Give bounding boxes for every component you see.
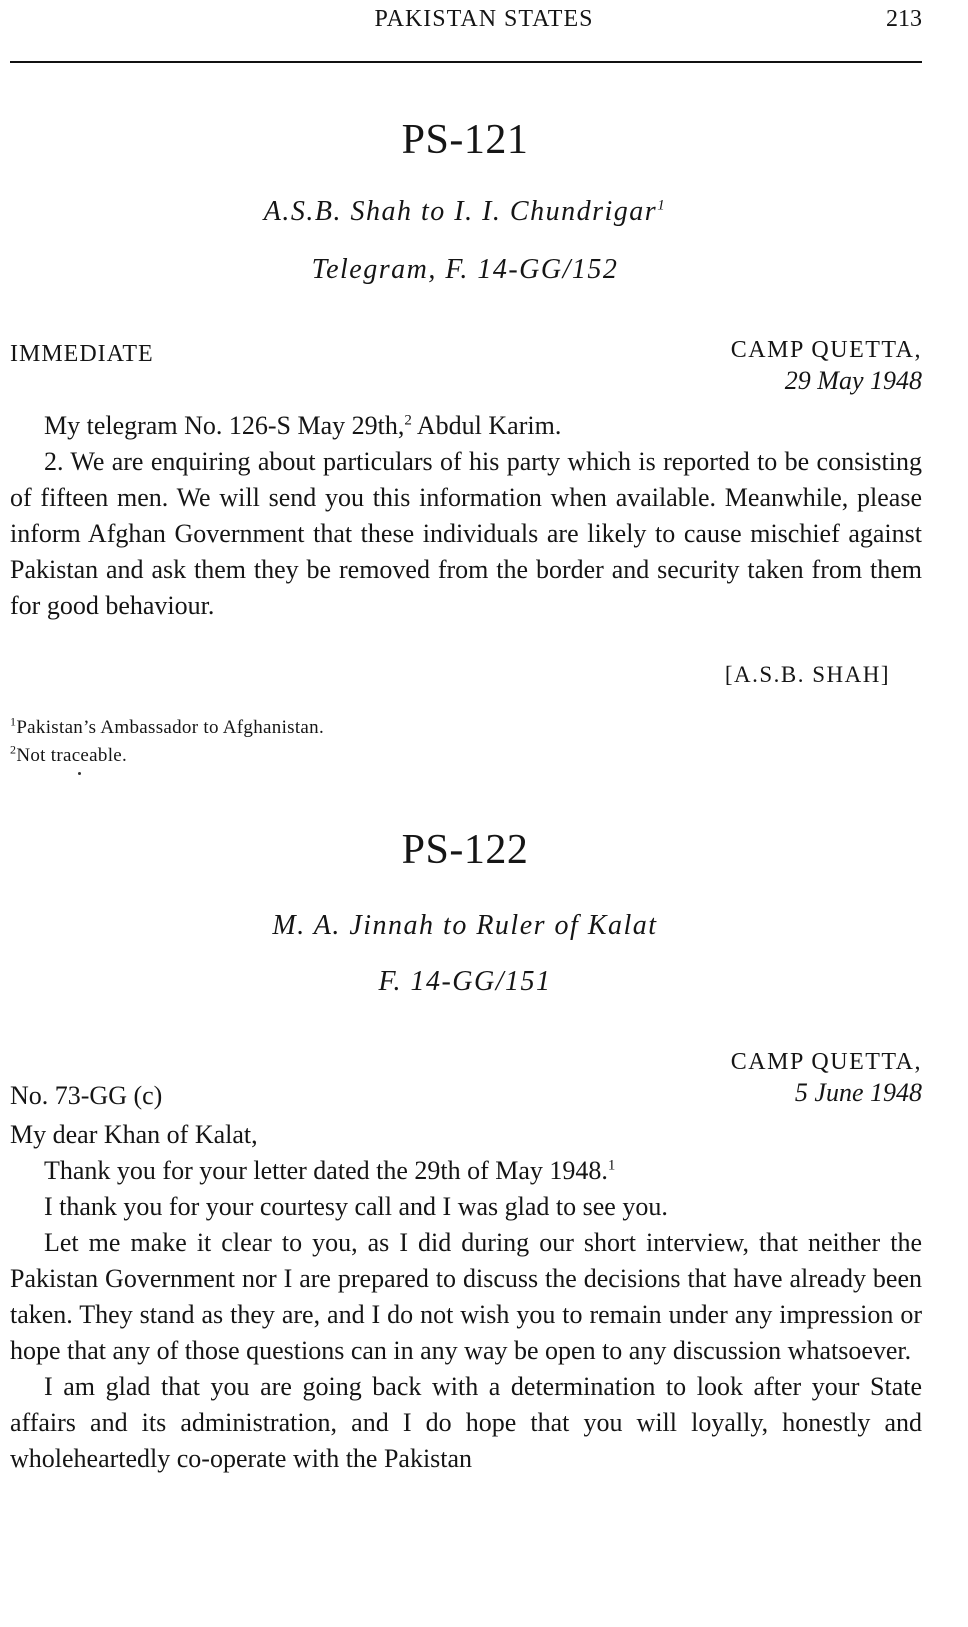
signature: [A.S.B. SHAH] [724, 662, 890, 687]
header-rule [10, 61, 922, 63]
doc-from-to-ps121 [0, 196, 930, 228]
footnote-ref-1: 1 [607, 1157, 616, 1174]
doc-from-to-ps122: M. A. Jinnah to Ruler of Kalat [272, 910, 658, 941]
date: 5 June 1948 [794, 1078, 922, 1107]
paragraph: I am glad that you are going back with a determination to look after your State affairs and its administration, and I do hope that you will loyally, honestly and wholeheartedly co-operate with the Pakistan [10, 1372, 922, 1473]
footnote-mark: 1 [10, 714, 17, 729]
footnote-text: Not traceable. [16, 745, 128, 766]
place: CAMP QUETTA, [730, 337, 922, 363]
para-text: Abdul Karim. [411, 411, 562, 440]
para-text: Thank you for your letter dated the 29th of May 1948. [44, 1156, 608, 1185]
paragraph: I thank you for your courtesy call and I was glad to see you. [44, 1192, 668, 1221]
footnote-text: Pakistan’s Ambassador to Afghanistan. [16, 717, 324, 738]
doc-number-ps122: PS-122 [401, 827, 529, 873]
footnote-2 [10, 742, 128, 767]
footnote-1 [10, 714, 324, 739]
letter-body [10, 1117, 922, 1477]
page-number: 213 [886, 6, 922, 32]
paragraph [10, 1153, 922, 1189]
footnote-mark: 2 [10, 742, 17, 757]
telegram-body [10, 408, 922, 624]
doc-reference-ps121: Telegram, F. 14-GG/152 [311, 254, 619, 285]
date: 29 May 1948 [784, 366, 922, 395]
priority-tag: IMMEDIATE [10, 341, 154, 367]
print-speck [78, 772, 81, 775]
footnote-ref-1: 1 [657, 197, 667, 214]
letter-number: No. 73-GG (c) [10, 1081, 163, 1110]
paragraph [10, 408, 922, 444]
place-date-block [731, 1049, 922, 1110]
from-to-text: A.S.B. Shah to I. I. Chundrigar [263, 196, 658, 227]
place-date-block [731, 337, 922, 398]
paragraph: Let me make it clear to you, as I did during our short interview, that neither the Pakistan Government nor I are prepared to discuss the decisions that have already been taken. They stand as they are, and I do not wish you to remain under any impression or hope that any of those questions can in any way be open to any discussion whatsoever. [10, 1228, 922, 1365]
salutation: My dear Khan of Kalat, [10, 1120, 258, 1149]
footnote-ref-2: 2 [404, 412, 412, 429]
doc-number-ps121: PS-121 [401, 117, 529, 163]
doc-reference-ps122: F. 14-GG/151 [378, 966, 552, 997]
place: CAMP QUETTA, [730, 1049, 922, 1075]
running-head: PAKISTAN STATES [374, 6, 594, 32]
paragraph: 2. We are enquiring about particulars of his party which is reported to be consisting of fifteen men. We will send you this information when available. Meanwhile, please inform Afghan Government that these individuals are likely to cause mischief against Pakistan and ask them they be removed from the border and security taken from them for good behaviour. [10, 447, 922, 620]
para-text: My telegram No. 126-S May 29th, [44, 411, 405, 440]
